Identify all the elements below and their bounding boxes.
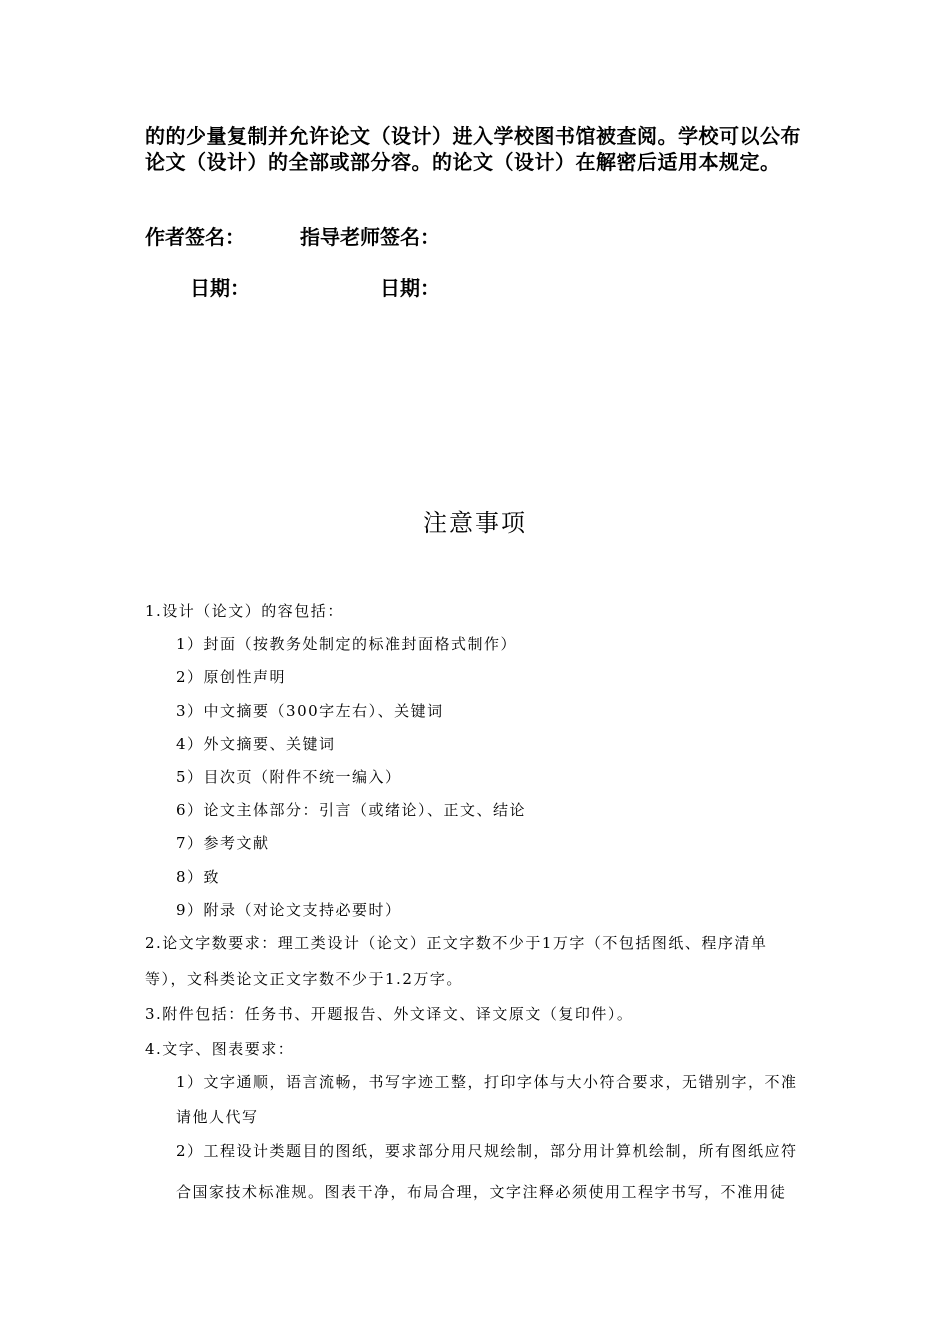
section4-item-line: 2）工程设计类题目的图纸，要求部分用尺规绘制，部分用计算机绘制，所有图纸应符 <box>176 1142 798 1160</box>
section1-item: 7）参考文献 <box>176 834 270 852</box>
author-signature-label: 作者签名： <box>145 225 245 249</box>
copyright-paragraph: 的的少量复制并允许论文（设计）进入学校图书馆被查阅。学校可以公布论文（设计）的全部或部分容。的论文（设计）在解密后适用本规定。 <box>145 124 801 174</box>
section1-item: 2）原创性声明 <box>176 668 287 686</box>
section1-item: 3）中文摘要（300字左右）、关键词 <box>176 702 444 720</box>
section4-item-line: 请他人代写 <box>176 1108 259 1126</box>
author-date-label: 日期： <box>190 276 250 300</box>
section2-line: 等），文科类论文正文字数不少于1.2万字。 <box>145 970 463 988</box>
section4-item-line: 1）文字通顺，语言流畅，书写字迹工整，打印字体与大小符合要求，无错别字，不准 <box>176 1073 798 1091</box>
section4-item-line: 合国家技术标准规。图表干净，布局合理，文字注释必须使用工程字书写，不准用徒 <box>176 1183 787 1201</box>
section1-item: 5）目次页（附件不统一编入） <box>176 768 402 786</box>
section1-item: 4）外文摘要、关键词 <box>176 735 336 753</box>
advisor-signature-label: 指导老师签名： <box>300 225 440 249</box>
section4-heading: 4.文字、图表要求： <box>145 1040 295 1058</box>
section1-item: 9）附录（对论文支持必要时） <box>176 901 402 919</box>
notice-title: 注意事项 <box>423 509 527 537</box>
section3-text: 3.附件包括：任务书、开题报告、外文译文、译文原文（复印件）。 <box>145 1005 634 1023</box>
section1-item: 1）封面（按教务处制定的标准封面格式制作） <box>176 635 518 653</box>
section1-item: 6）论文主体部分：引言（或绪论）、正文、结论 <box>176 801 527 819</box>
section1-heading: 1.设计（论文）的容包括： <box>145 602 344 620</box>
section2-line: 2.论文字数要求：理工类设计（论文）正文字数不少于1万字（不包括图纸、程序清单 <box>145 934 768 952</box>
advisor-date-label: 日期： <box>380 276 440 300</box>
section1-item: 8）致 <box>176 868 221 886</box>
